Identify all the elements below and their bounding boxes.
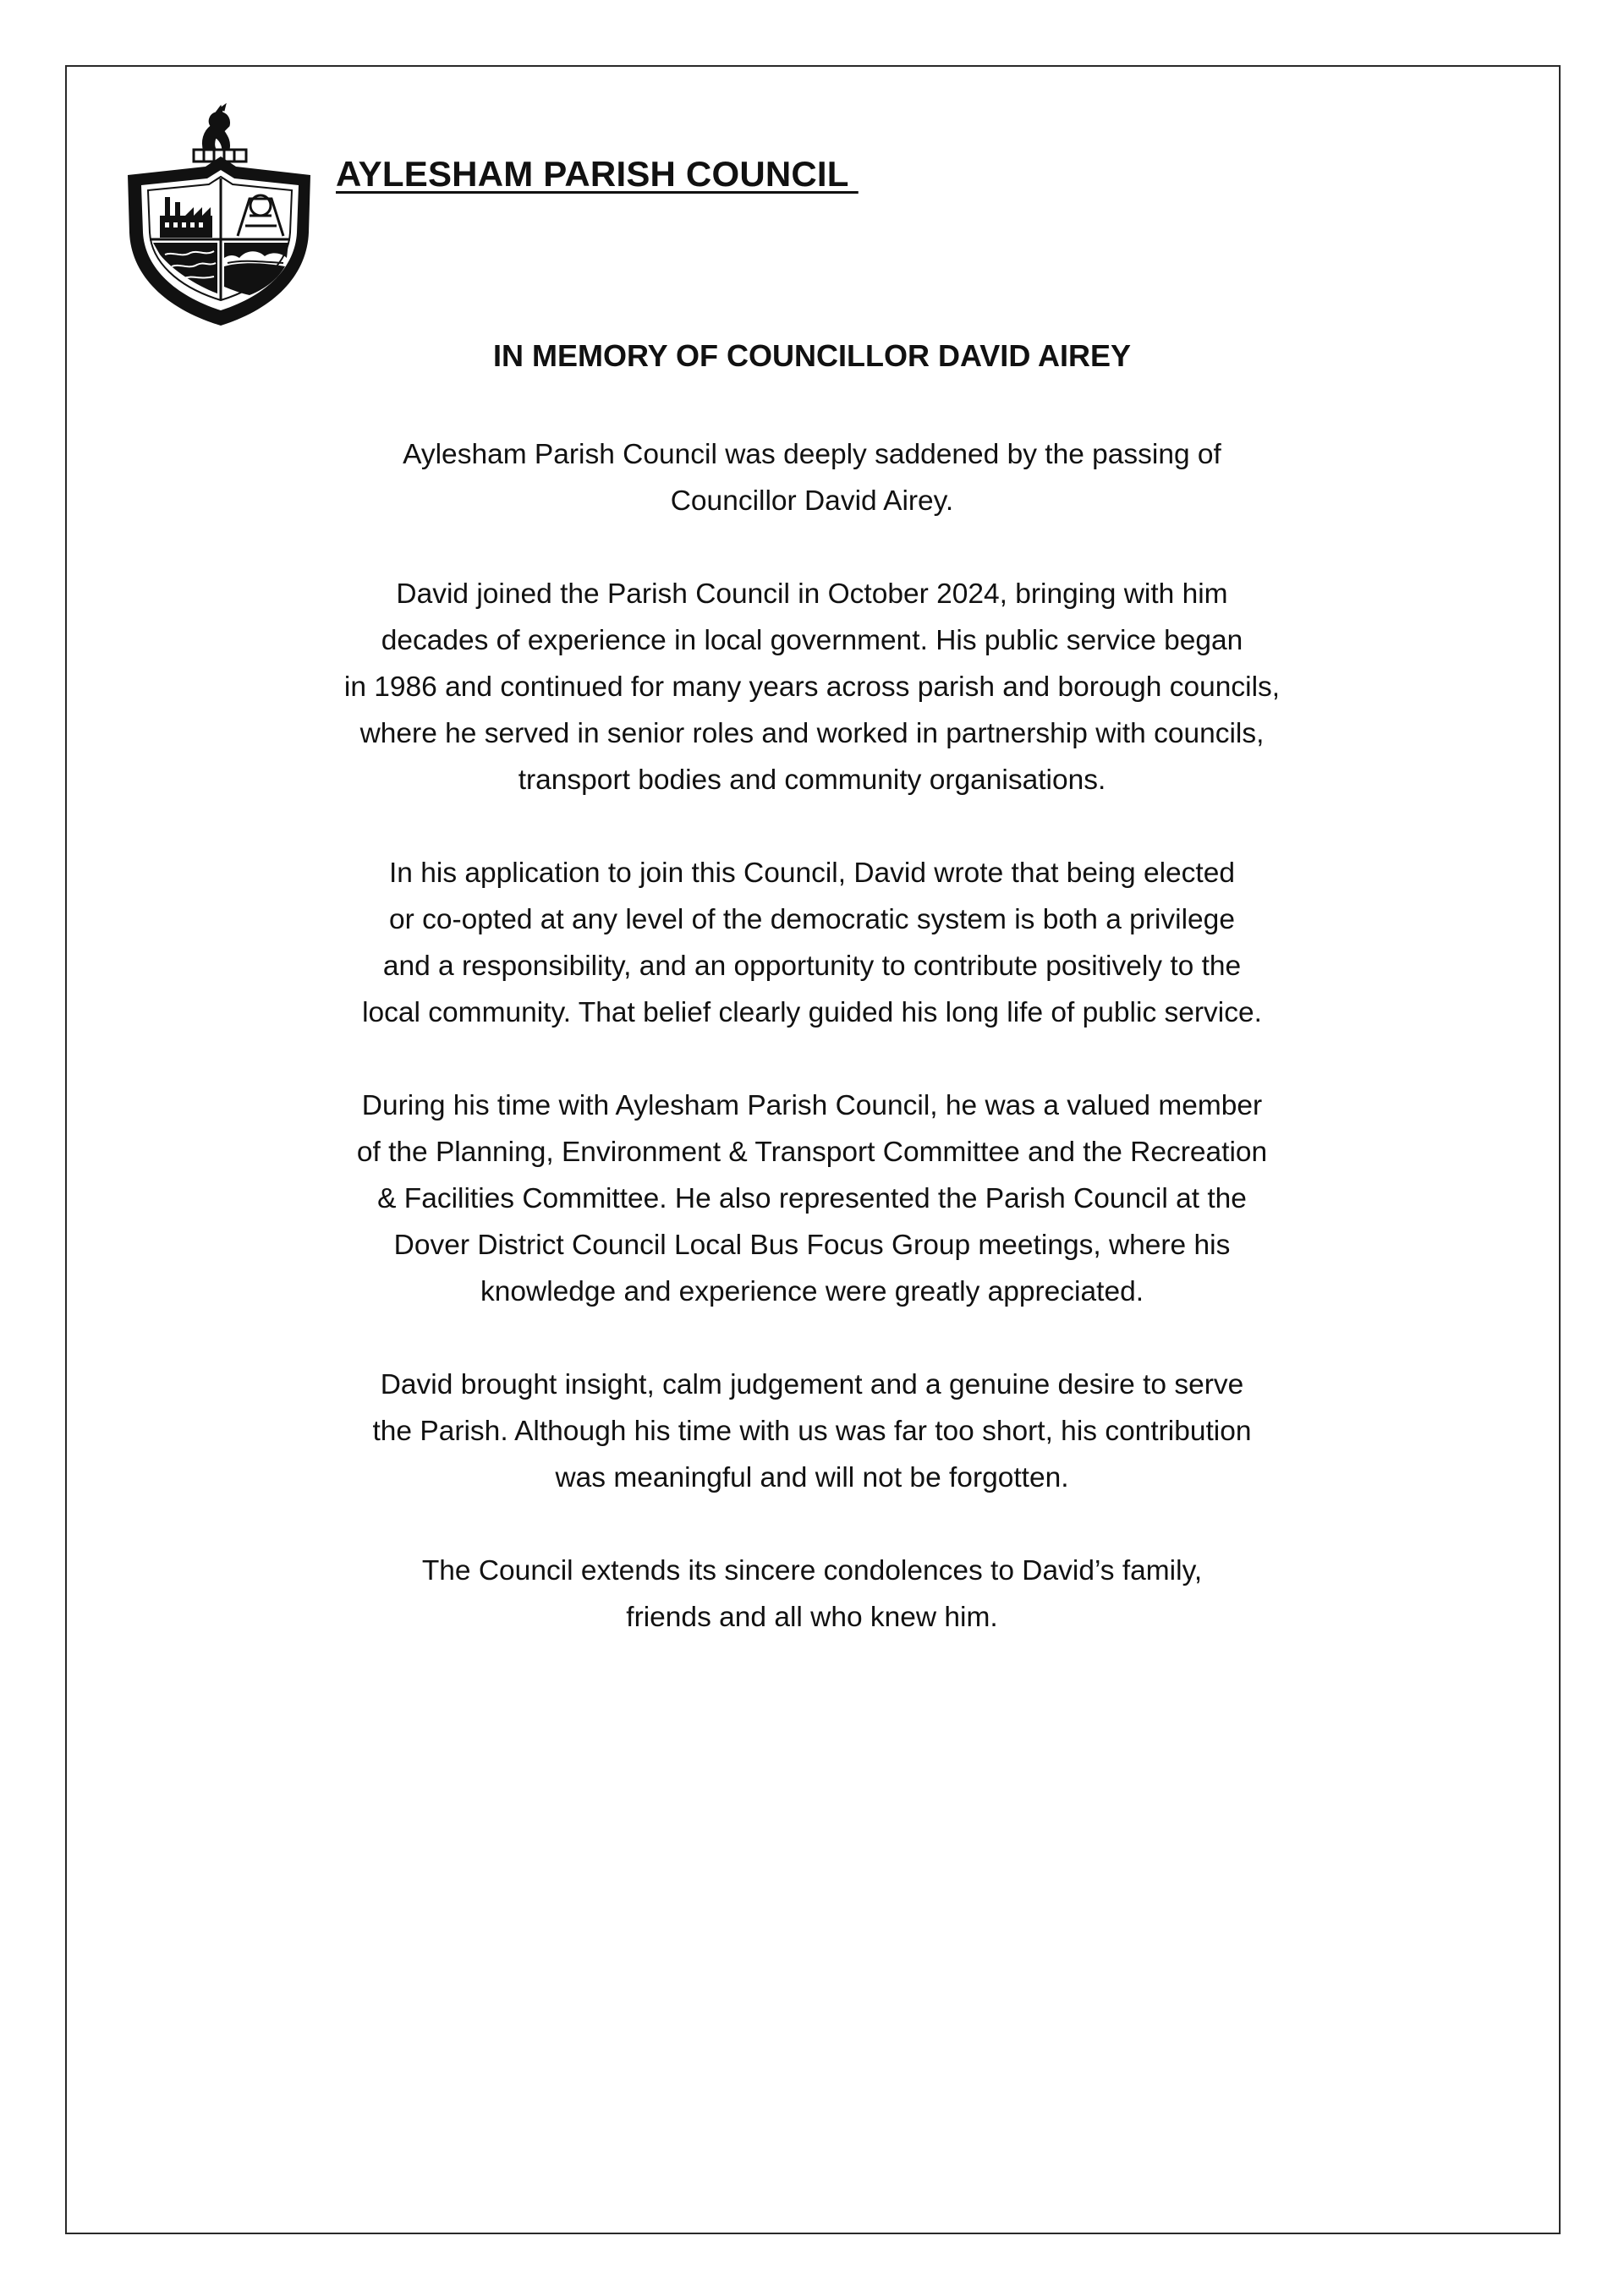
paragraph-application: In his application to join this Council, David wrote that being elected or co-opted at any level of the democratic system is both a privilege and a responsibility, and an opportunity to contribute positively to the local community. That belief clearly guided his long life of public service.: [362, 858, 1262, 1028]
memorial-body: [288, 431, 1336, 1687]
council-name: AYLESHAM PARISH COUNCIL: [336, 154, 859, 194]
paragraph-career: David joined the Parish Council in October 2024, bringing with him decades of experience in local government. His public service began in 1986 and continued for many years across parish and borough councils, where he served in senior roles and worked in partnership with councils, transport bodies and community organisations.: [343, 578, 1281, 796]
memorial-title: IN MEMORY OF COUNCILLOR DAVID AIREY: [492, 338, 1131, 373]
paragraph-opening: Aylesham Parish Council was deeply saddened by the passing of Councillor David Airey.: [403, 439, 1221, 517]
paragraph-condolences: The Council extends its sincere condolences to David’s family, friends and all who knew him.: [421, 1555, 1203, 1633]
parish-crest-icon: [123, 97, 313, 330]
paragraph-contribution: David brought insight, calm judgement and a genuine desire to serve the Parish. Although his time with us was far too short, his contribution was meaningful and will not be forgotten.: [372, 1369, 1252, 1493]
paragraph-committees: During his time with Aylesham Parish Council, he was a valued member of the Planning, Environment & Transport Committee and the Recreation & Facilities Committee. He also represented the Parish Council at the Dover District Council Local Bus Focus Group meetings, where his knowledge and experience were greatly appreciated.: [356, 1090, 1268, 1307]
